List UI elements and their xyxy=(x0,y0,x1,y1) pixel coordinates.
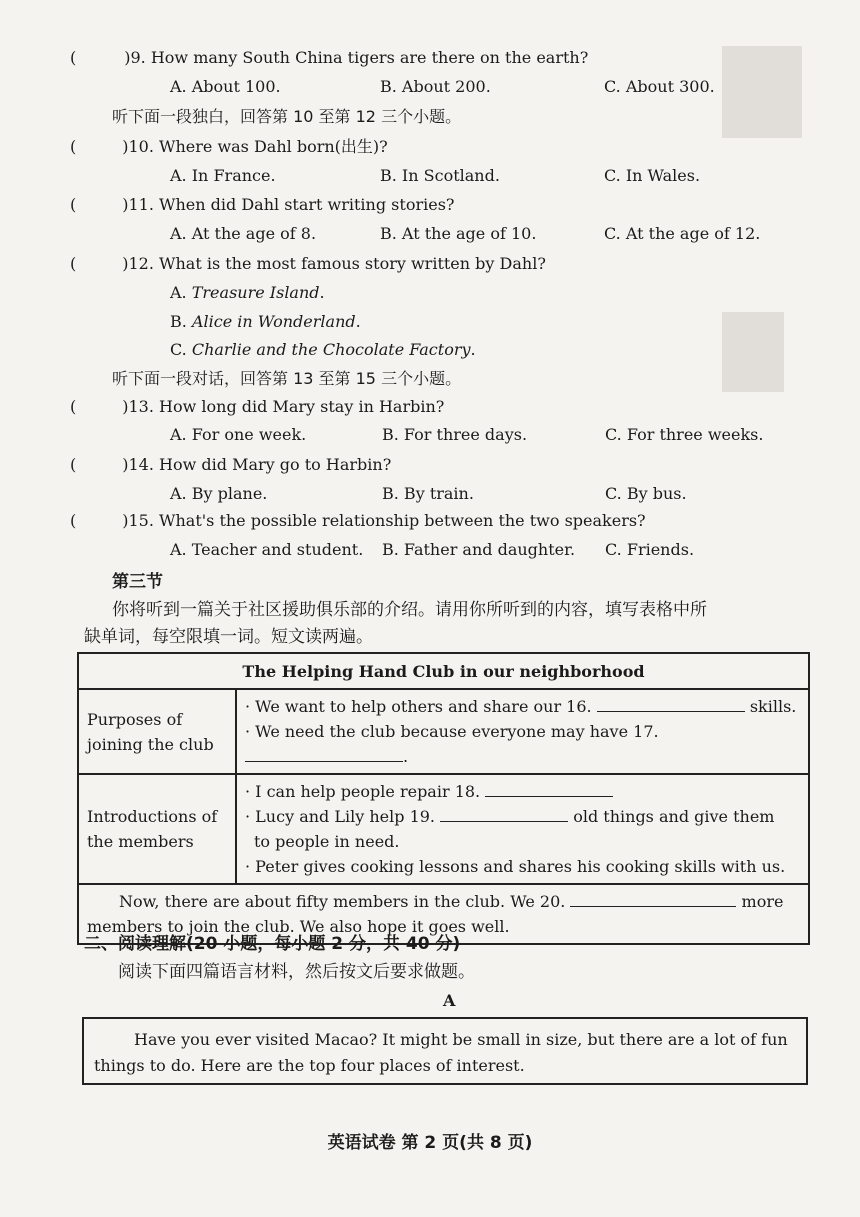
purpose-text: · We want to help others and share our 16. xyxy=(245,697,592,716)
blank-17[interactable] xyxy=(245,747,403,762)
option-c[interactable]: C. By bus. xyxy=(605,484,687,503)
question-10 xyxy=(70,137,388,157)
question-stem: )14. How did Mary go to Harbin? xyxy=(122,455,392,474)
book-title: Charlie and the Chocolate Factory xyxy=(191,340,471,359)
option-end: . xyxy=(470,340,476,359)
table-title: The Helping Hand Club in our neighborhood xyxy=(78,653,809,689)
option-c[interactable]: C. For three weeks. xyxy=(605,425,764,444)
question-stem: )11. When did Dahl start writing stories? xyxy=(122,195,455,214)
question-14 xyxy=(70,455,391,475)
page-footer: 英语试卷 第 2 页(共 8 页) xyxy=(327,1133,533,1153)
answer-bracket[interactable]: ( xyxy=(70,137,77,156)
row-label-purposes xyxy=(78,689,236,774)
section-instruction: 缺单词，每空限填一词。短文读两遍。 xyxy=(84,627,373,647)
option-a[interactable]: A. Teacher and student. xyxy=(170,540,364,559)
option-a[interactable]: A. About 100. xyxy=(170,77,281,96)
row-content-purposes xyxy=(236,689,809,774)
option-end: . xyxy=(355,312,361,331)
option-a[interactable] xyxy=(170,283,325,303)
option-b[interactable]: B. About 200. xyxy=(380,77,491,96)
purpose-text: · We need the club because everyone may have 17. xyxy=(245,722,659,741)
book-title: Alice in Wonderland xyxy=(191,312,356,331)
question-stem: )12. What is the most famous story written by Dahl? xyxy=(122,254,546,273)
answer-bracket[interactable]: ( xyxy=(70,254,77,273)
member-text-end: old things and give them xyxy=(573,807,775,826)
member-line-18 xyxy=(245,779,800,804)
option-b[interactable]: B. At the age of 10. xyxy=(380,224,537,243)
question-stem: )9. How many South China tigers are there on the earth? xyxy=(124,48,589,67)
row-label-line: Introductions of xyxy=(87,807,218,826)
option-end: . xyxy=(319,283,325,302)
option-letter: C. xyxy=(170,340,192,359)
row-label-line: the members xyxy=(87,832,194,851)
purpose-line-17 xyxy=(245,719,800,769)
option-letter: B. xyxy=(170,312,192,331)
option-b[interactable] xyxy=(170,312,361,332)
option-a[interactable]: A. By plane. xyxy=(170,484,268,503)
bottom-line-20 xyxy=(87,889,800,914)
row-label-line: joining the club xyxy=(87,734,214,754)
answer-bracket[interactable]: ( xyxy=(70,48,77,67)
blank-20[interactable] xyxy=(570,892,736,907)
row-content-members xyxy=(236,774,809,884)
option-c[interactable]: C. At the age of 12. xyxy=(604,224,761,243)
blank-16[interactable] xyxy=(597,697,745,712)
member-line-19 xyxy=(245,804,800,829)
bleed-through-image xyxy=(722,46,802,138)
answer-bracket[interactable]: ( xyxy=(70,195,77,214)
question-12 xyxy=(70,254,546,274)
question-stem: )10. Where was Dahl born(出生)? xyxy=(122,137,388,156)
bleed-through-image xyxy=(722,312,784,392)
question-9 xyxy=(70,48,588,68)
purpose-text-end: . xyxy=(403,747,409,766)
option-c[interactable]: C. Friends. xyxy=(605,540,695,559)
option-b[interactable]: B. Father and daughter. xyxy=(382,540,576,559)
passage-label: A xyxy=(443,991,456,1010)
purpose-text-end: skills. xyxy=(749,697,797,716)
row-label-members xyxy=(78,774,236,884)
member-text: · I can help people repair 18. xyxy=(245,782,481,801)
question-11 xyxy=(70,195,454,215)
row-label-line: Purposes of xyxy=(87,709,183,729)
option-c[interactable] xyxy=(170,340,476,360)
option-a[interactable]: A. For one week. xyxy=(170,425,307,444)
question-stem: )13. How long did Mary stay in Harbin? xyxy=(122,397,445,416)
reading-heading: 二、阅读理解(20 小题，每小题 2 分，共 40 分) xyxy=(84,934,461,954)
passage-line: Have you ever visited Macao? It might be small in size, but there are a lot of fun xyxy=(134,1030,788,1049)
option-a[interactable]: A. At the age of 8. xyxy=(170,224,317,243)
answer-bracket[interactable]: ( xyxy=(70,455,77,474)
option-b[interactable]: B. In Scotland. xyxy=(380,166,500,185)
passage-line: things to do. Here are the top four places of interest. xyxy=(94,1056,525,1075)
section-heading: 第三节 xyxy=(112,572,163,592)
reading-instruction: 阅读下面四篇语言材料，然后按文后要求做题。 xyxy=(118,962,475,982)
answer-bracket[interactable]: ( xyxy=(70,397,77,416)
option-b[interactable]: B. By train. xyxy=(382,484,474,503)
bottom-text: Now, there are about fifty members in the club. We 20. xyxy=(119,892,566,911)
option-c[interactable]: C. About 300. xyxy=(604,77,715,96)
bottom-text-end: more xyxy=(741,892,784,911)
instruction-13-15: 听下面一段对话，回答第 13 至第 15 三个小题。 xyxy=(112,369,462,388)
option-a[interactable]: A. In France. xyxy=(170,166,276,185)
blank-18[interactable] xyxy=(485,782,613,797)
question-15 xyxy=(70,511,646,531)
option-letter: A. xyxy=(170,283,192,302)
question-stem: )15. What's the possible relationship between the two speakers? xyxy=(122,511,646,530)
instruction-10-12: 听下面一段独白，回答第 10 至第 12 三个小题。 xyxy=(112,107,462,126)
passage-a-box xyxy=(82,1017,808,1085)
bottom-line: members to join the club. We also hope it goes well. xyxy=(87,917,510,936)
section-instruction: 你将听到一篇关于社区援助俱乐部的介绍。请用你所听到的内容，填写表格中所 xyxy=(112,600,707,620)
question-13 xyxy=(70,397,444,417)
purpose-line-16 xyxy=(245,694,800,719)
member-line-19-cont: to people in need. xyxy=(254,832,400,851)
option-b[interactable]: B. For three days. xyxy=(382,425,528,444)
book-title: Treasure Island xyxy=(191,283,320,302)
member-text: · Lucy and Lily help 19. xyxy=(245,807,436,826)
member-line-peter: · Peter gives cooking lessons and shares his cooking skills with us. xyxy=(245,857,786,876)
club-table xyxy=(77,652,810,945)
blank-19[interactable] xyxy=(440,807,568,822)
option-c[interactable]: C. In Wales. xyxy=(604,166,701,185)
answer-bracket[interactable]: ( xyxy=(70,511,77,530)
